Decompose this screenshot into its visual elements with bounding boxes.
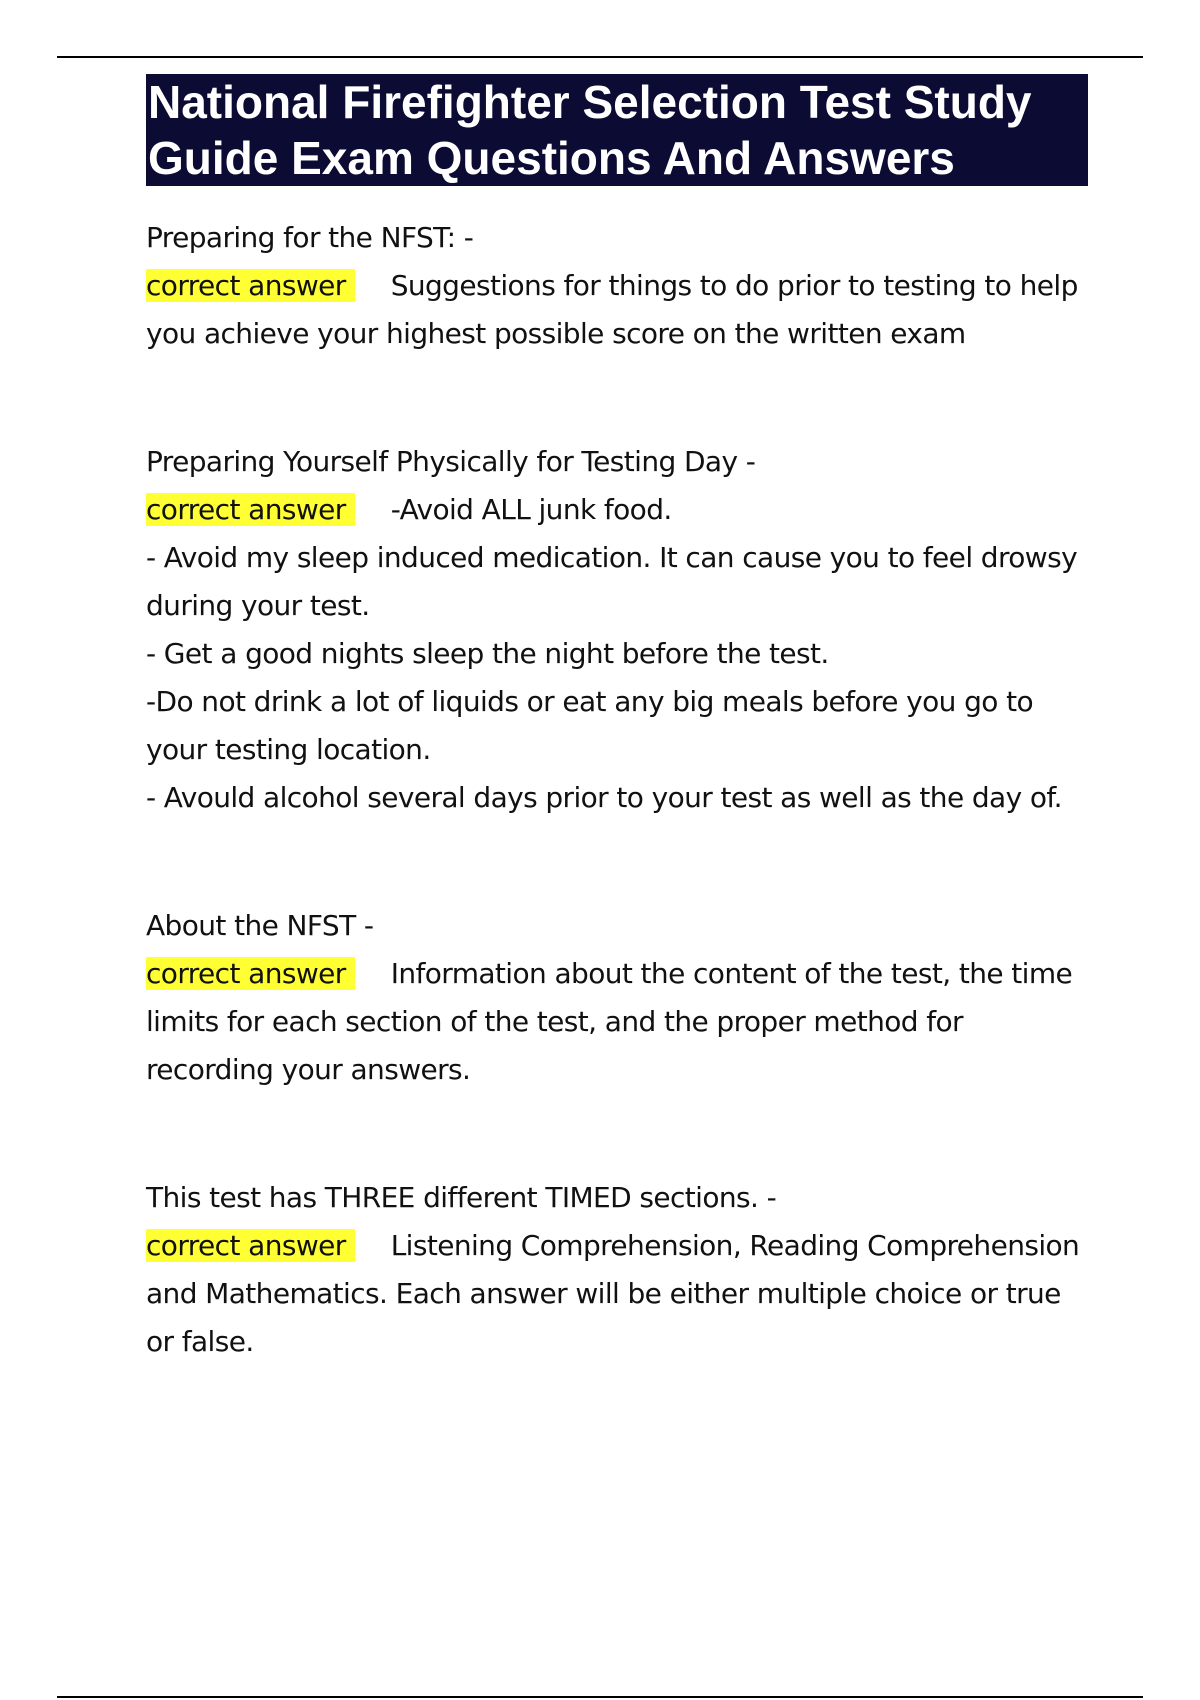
answer-text: -Avoid ALL junk food. [390,493,672,526]
answer-line [146,950,1088,1094]
answer-bullet: - Get a good nights sleep the night before the test. [146,637,829,670]
answer-text: Suggestions for things to do prior to testing to help you achieve your highest possible score on the written exam [146,269,1078,350]
bottom-divider [57,1696,1143,1698]
answer-text: Information about the content of the test, the time limits for each section of the test, and the proper method for recording your answers. [146,957,1073,1086]
answer-bullet: - Avoid my sleep induced medication. It can cause you to feel drowsy during your test. [146,541,1078,622]
question-text: This test has THREE different TIMED sections. - [146,1181,777,1214]
answer-bullet: - Avould alcohol several days prior to your test as well as the day of. [146,781,1062,814]
qa-item [146,1174,1088,1366]
top-divider [57,56,1143,58]
document-body [146,74,1088,1366]
qa-item [146,438,1088,822]
question-text: About the NFST - [146,909,374,942]
answer-text: Listening Comprehension, Reading Comprehension and Mathematics. Each answer will be either multiple choice or true or false. [146,1229,1080,1358]
answer-line [146,486,1088,534]
document-title: National Firefighter Selection Test Study Guide Exam Questions And Answers [146,74,1088,186]
qa-item [146,214,1088,358]
correct-answer-label: correct answer [146,493,355,526]
answer-bullet: -Do not drink a lot of liquids or eat any big meals before you go to your testing location. [146,685,1034,766]
question-text: Preparing for the NFST: - [146,221,474,254]
answer-line [146,1222,1088,1366]
qa-item [146,902,1088,1094]
correct-answer-label: correct answer [146,957,355,990]
correct-answer-label: correct answer [146,1229,355,1262]
correct-answer-label: correct answer [146,269,355,302]
answer-line [146,262,1088,358]
question-text: Preparing Yourself Physically for Testing Day - [146,445,756,478]
